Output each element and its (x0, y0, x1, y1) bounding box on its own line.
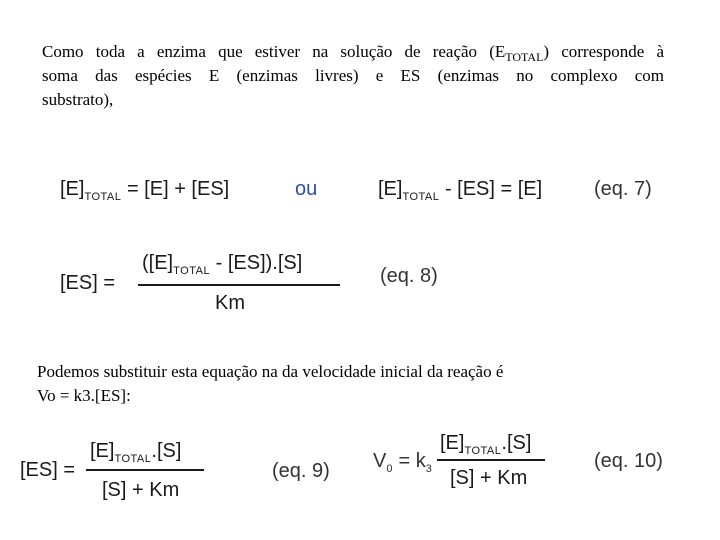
eq7-left: $[E]_{TOTAL} = [E] + [ES]$ (60, 178, 230, 203)
eq9-numerator: $[E]_{TOTAL}.[S]$ (90, 440, 182, 465)
eq10-lhs: $V_0 = k_3$ (373, 450, 433, 475)
eq9-lhs: [ES] = (20, 459, 76, 481)
eq7-label: (eq. 7) (594, 178, 652, 200)
eq8-lhs: [ES] = (60, 272, 116, 294)
para2-line-1: Podemos substituir esta equação na da velocidade inicial da reação é (37, 362, 504, 381)
intro-paragraph (42, 40, 664, 112)
eq8-label: (eq. 8) (380, 265, 438, 287)
intro-line-3: substrato), (42, 90, 114, 109)
eq8-denominator: Km (215, 292, 245, 314)
eq9-denominator: [S] + Km (102, 479, 180, 501)
para2-line-2: Vo = k3.[ES]: (37, 386, 131, 405)
eq9-label: (eq. 9) (272, 460, 330, 482)
eq10-label: (eq. 10) (594, 450, 663, 472)
eq10-fraction-bar (437, 459, 545, 461)
eq7-ou: ou (295, 178, 318, 200)
eq10-numerator: $[E]_{TOTAL}.[S]$ (440, 432, 532, 457)
intro-line-2: soma das espécies E (enzimas livres) e ES (enzimas no complexo com (42, 66, 664, 85)
eq7-right: $[E]_{TOTAL} - [ES] = [E]$ (378, 178, 543, 203)
eq8-fraction-bar (138, 284, 340, 286)
substitution-paragraph (37, 360, 597, 408)
eq10-denominator: [S] + Km (450, 467, 528, 489)
eq8-numerator: $([E]_{TOTAL} - [ES]).[S]$ (142, 252, 303, 277)
intro-line-1: Como toda a enzima que estiver na solução de reação $(E_{TOTAL})$ corresponde à (42, 42, 664, 64)
eq9-fraction-bar (86, 469, 204, 471)
